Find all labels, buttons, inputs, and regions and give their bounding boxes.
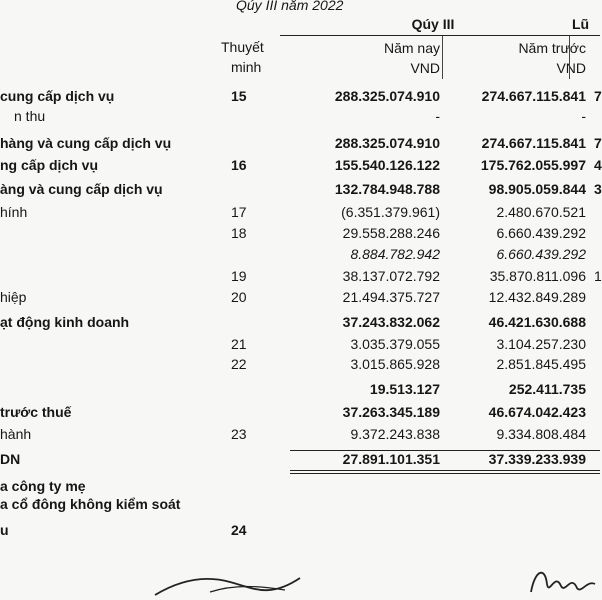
row-this-year: 37.243.832.062: [342, 314, 440, 330]
row-last-year: 35.870.811.096: [489, 268, 586, 284]
quarter-group-header: Qúy III: [411, 16, 455, 32]
right-group-header: Lũ: [572, 16, 590, 32]
row-label: cung cấp dịch vụ: [0, 88, 115, 104]
row-note: 18: [231, 225, 247, 241]
row-label: àng và cung cấp dịch vụ: [0, 181, 163, 197]
row-this-year: 288.325.074.910: [334, 88, 440, 104]
row-right-fragment: 1: [594, 268, 602, 284]
row-this-year: -: [435, 108, 440, 124]
quarter-header-rule: [280, 35, 586, 36]
row-label: hính: [0, 204, 28, 220]
currency-last-year: VND: [556, 60, 586, 76]
row-right-fragment: 3: [594, 181, 602, 197]
tail-row-note: 24: [231, 522, 247, 538]
row-this-year: 21.494.375.727: [342, 289, 440, 305]
row-this-year: 29.558.288.246: [342, 225, 440, 241]
row-label: trước thuế: [0, 404, 72, 420]
signature-left: [150, 570, 310, 600]
row-label: n thu: [14, 108, 46, 124]
row-this-year: 3.035.379.055: [350, 336, 440, 352]
row-label: hành: [0, 426, 32, 442]
signature-right: [525, 562, 600, 600]
row-this-year: 3.015.865.928: [350, 356, 440, 372]
row-last-year: 6.660.439.292: [496, 246, 586, 262]
header-divider-2: [569, 36, 570, 79]
note-header-line-2: minh: [231, 59, 262, 75]
row-last-year: 274.667.115.841: [481, 135, 586, 151]
row-label: ng cấp dịch vụ: [0, 157, 99, 173]
row-label: hàng và cung cấp dịch vụ: [0, 135, 172, 151]
row-this-year: 19.513.127: [369, 381, 440, 397]
row-last-year: 6.660.439.292: [496, 225, 586, 241]
row-this-year: 155.540.126.122: [334, 157, 440, 173]
row-last-year: 98.905.059.844: [488, 181, 586, 197]
row-note: 21: [231, 336, 247, 352]
tail-row-label: a cổ đông không kiểm soát: [0, 496, 181, 512]
row-this-year: 38.137.072.792: [342, 268, 440, 284]
row-this-year: 132.784.948.788: [334, 181, 440, 197]
row-note: 17: [231, 204, 247, 220]
row-note: 16: [231, 157, 247, 173]
row-label: ạt động kinh doanh: [0, 314, 130, 330]
row-last-year: 175.762.055.997: [480, 157, 586, 173]
row-last-year: 37.339.233.939: [488, 451, 586, 467]
row-last-year: 274.667.115.841: [481, 88, 586, 104]
header-divider-1: [442, 36, 443, 79]
report-period: Qúy III năm 2022: [236, 0, 344, 13]
row-last-year: 46.421.630.688: [488, 314, 586, 330]
row-this-year: (6.351.379.961): [341, 204, 440, 220]
row-last-year: 46.674.042.423: [488, 404, 586, 420]
row-note: 19: [231, 268, 247, 284]
row-note: 20: [231, 289, 247, 305]
row-last-year: 3.104.257.230: [496, 336, 586, 352]
currency-this-year: VND: [410, 60, 440, 76]
row-last-year: 2.480.670.521: [496, 204, 586, 220]
row-this-year: 9.372.243.838: [350, 426, 440, 442]
row-note: 23: [231, 426, 247, 442]
double-rule-right-2: [568, 473, 600, 474]
row-right-fragment: 7: [594, 135, 602, 151]
double-rule-right-1: [568, 470, 600, 471]
row-this-year: 288.325.074.910: [334, 135, 440, 151]
double-rule-2: [290, 473, 586, 474]
col-header-this-year: Năm nay: [383, 40, 440, 56]
col-header-last-year: Năm trước: [518, 40, 586, 56]
tail-row-label: a công ty mẹ: [0, 478, 86, 494]
row-note: 22: [231, 356, 247, 372]
note-header-line-1: Thuyết: [221, 39, 264, 55]
row-right-fragment: 4: [594, 157, 602, 173]
row-last-year: 12.432.849.289: [488, 289, 586, 305]
row-this-year: 8.884.782.942: [350, 246, 440, 262]
row-this-year: 27.891.101.351: [342, 451, 440, 467]
row-label: DN: [0, 451, 21, 467]
row-last-year: 252.411.735: [508, 381, 586, 397]
row-last-year: 9.334.808.484: [496, 426, 586, 442]
row-note: 15: [231, 88, 247, 104]
row-last-year: 2.851.845.495: [496, 356, 586, 372]
tail-row-label: u: [0, 522, 9, 538]
right-header-rule: [568, 35, 600, 36]
row-this-year: 37.263.345.189: [342, 404, 440, 420]
row-last-year: -: [581, 108, 586, 124]
row-right-fragment: 7: [594, 88, 602, 104]
row-label: hiệp: [0, 289, 27, 305]
double-rule-1: [290, 470, 586, 471]
